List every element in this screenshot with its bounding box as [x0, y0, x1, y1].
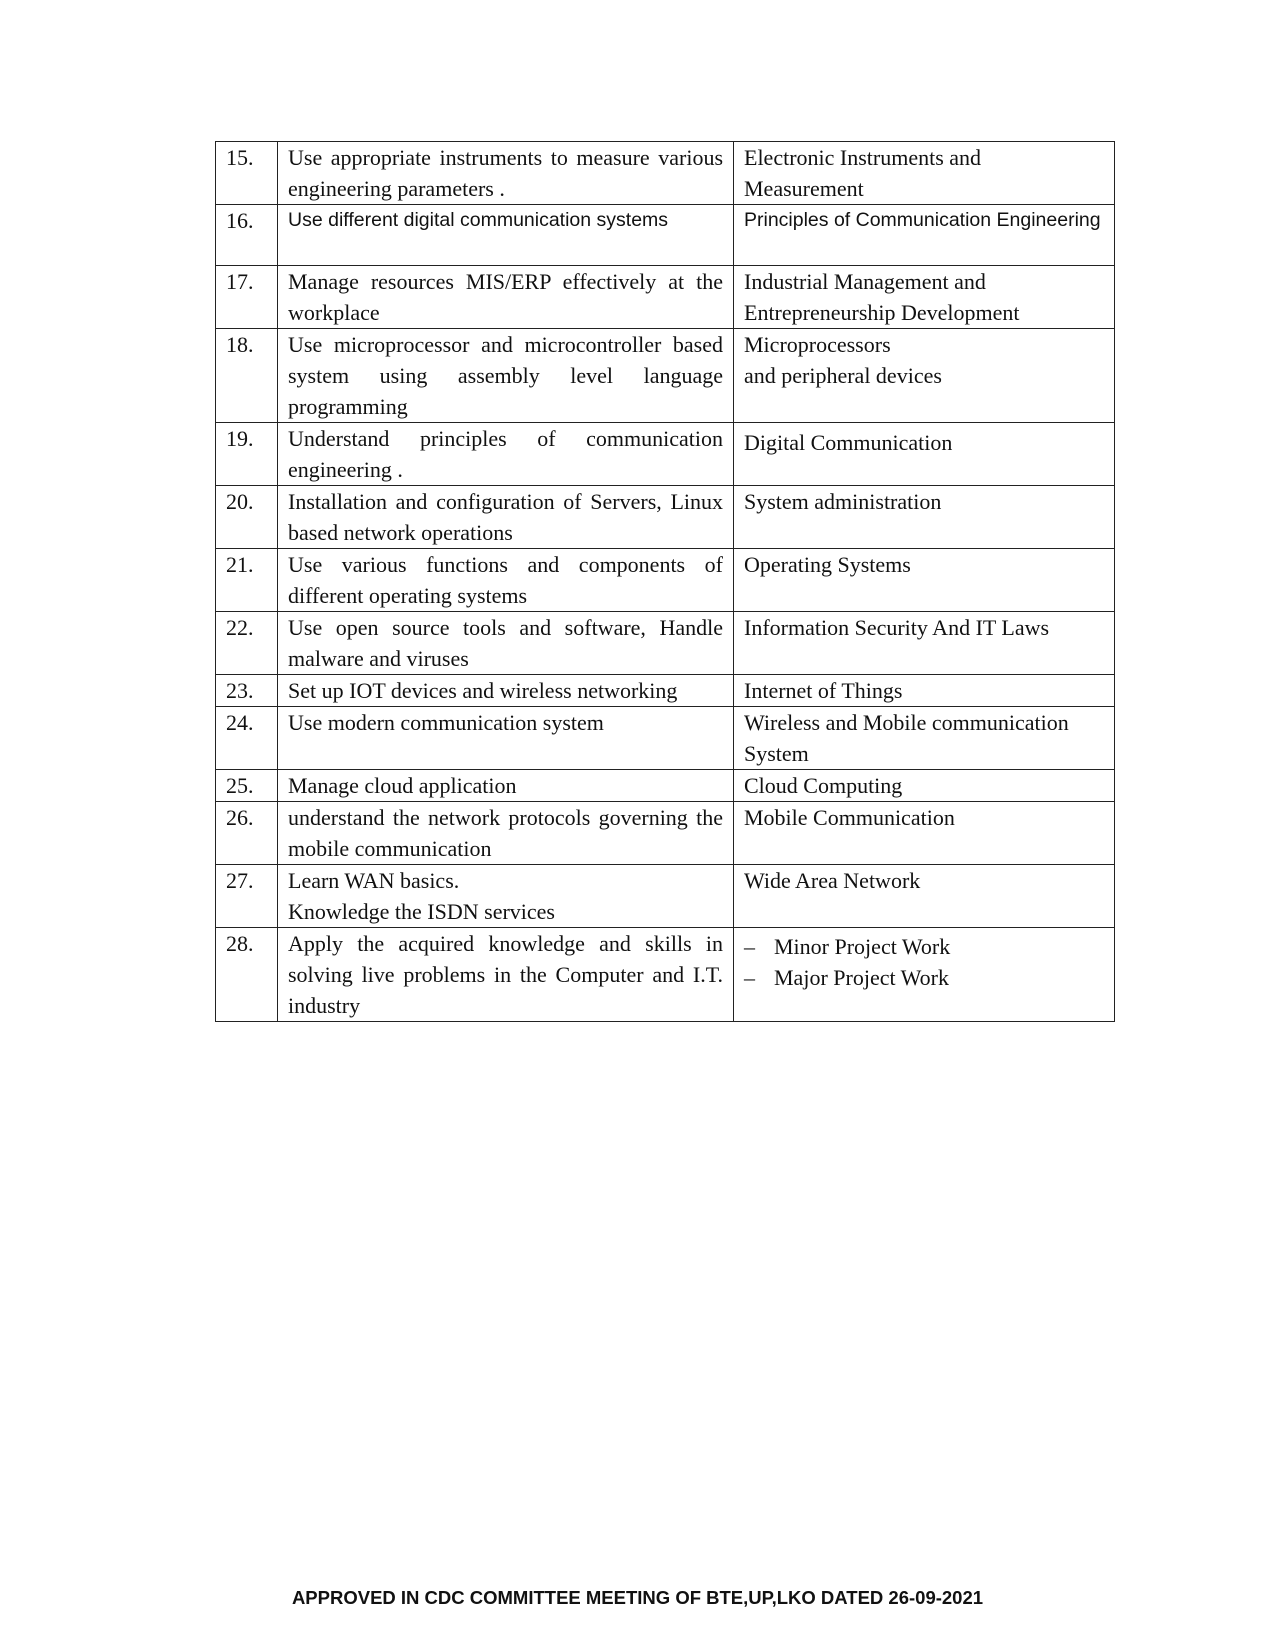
- table-row: [216, 142, 1115, 205]
- outcome-description: Installation and configuration of Servers, Linux based network operations: [278, 486, 734, 549]
- outcome-description: Understand principles of communication engineering .: [278, 423, 734, 486]
- outcome-description: Use open source tools and software, Handle malware and viruses: [278, 612, 734, 675]
- approval-footer: APPROVED IN CDC COMMITTEE MEETING OF BTE,UP,LKO DATED 26-09-2021: [291, 1587, 984, 1608]
- table-row: [216, 865, 1115, 928]
- outcome-description: Use microprocessor and microcontroller based system using assembly level language programming: [278, 329, 734, 423]
- course-list-label: Major Project Work: [774, 965, 950, 990]
- course-name: System administration: [734, 486, 1115, 549]
- course-name: Mobile Communication: [734, 802, 1115, 865]
- table-row: [216, 205, 1115, 266]
- course-name: Digital Communication: [734, 423, 1115, 486]
- table-row: [216, 928, 1115, 1022]
- outcome-description: Use modern communication system: [278, 707, 734, 770]
- row-number: 28.: [216, 928, 278, 1022]
- outcome-description: understand the network protocols governing the mobile communication: [278, 802, 734, 865]
- outcome-description-line: Learn WAN basics.: [288, 868, 460, 893]
- outcome-description: Use appropriate instruments to measure various engineering parameters .: [278, 142, 734, 205]
- outcome-description: Apply the acquired knowledge and skills in solving live problems in the Computer and I.T. industry: [278, 928, 734, 1022]
- course-name: Principles of Communication Engineering: [734, 205, 1115, 266]
- row-number: 26.: [216, 802, 278, 865]
- outcome-description: Manage resources MIS/ERP effectively at the workplace: [278, 266, 734, 329]
- row-number: 16.: [216, 205, 278, 266]
- course-name: Wide Area Network: [734, 865, 1115, 928]
- outcome-description: Use different digital communication systems: [278, 205, 734, 266]
- table-row: [216, 802, 1115, 865]
- table-row: [216, 549, 1115, 612]
- row-number: 22.: [216, 612, 278, 675]
- outcome-description: [278, 865, 734, 928]
- outcome-description-line: Knowledge the ISDN services: [288, 899, 555, 924]
- table-row: [216, 707, 1115, 770]
- course-name: Internet of Things: [734, 675, 1115, 707]
- course-list-item: [744, 931, 1104, 962]
- outcomes-table: [215, 141, 1115, 1022]
- course-name: [734, 928, 1115, 1022]
- row-number: 17.: [216, 266, 278, 329]
- row-number: 21.: [216, 549, 278, 612]
- course-name-line: Microprocessors: [744, 332, 891, 357]
- course-name: Cloud Computing: [734, 770, 1115, 802]
- table-row: [216, 612, 1115, 675]
- outcome-description: Set up IOT devices and wireless networking: [278, 675, 734, 707]
- course-name: Operating Systems: [734, 549, 1115, 612]
- row-number: 23.: [216, 675, 278, 707]
- table-row: [216, 675, 1115, 707]
- row-number: 27.: [216, 865, 278, 928]
- table-row: [216, 770, 1115, 802]
- row-number: 19.: [216, 423, 278, 486]
- course-name: Industrial Management and Entrepreneurship Development: [734, 266, 1115, 329]
- course-name-line: and peripheral devices: [744, 363, 942, 388]
- row-number: 20.: [216, 486, 278, 549]
- row-number: 15.: [216, 142, 278, 205]
- row-number: 18.: [216, 329, 278, 423]
- outcome-description: Use various functions and components of different operating systems: [278, 549, 734, 612]
- course-name: [734, 329, 1115, 423]
- course-name: Information Security And IT Laws: [734, 612, 1115, 675]
- dash-bullet: –: [744, 934, 755, 959]
- table-row: [216, 329, 1115, 423]
- course-list-label: Minor Project Work: [774, 934, 951, 959]
- table-row: [216, 266, 1115, 329]
- course-name: Electronic Instruments and Measurement: [734, 142, 1115, 205]
- outcome-description: Manage cloud application: [278, 770, 734, 802]
- table-row: [216, 423, 1115, 486]
- row-number: 25.: [216, 770, 278, 802]
- course-name: Wireless and Mobile communication System: [734, 707, 1115, 770]
- dash-bullet: –: [744, 965, 755, 990]
- table-row: [216, 486, 1115, 549]
- course-list-item: [744, 962, 1104, 993]
- row-number: 24.: [216, 707, 278, 770]
